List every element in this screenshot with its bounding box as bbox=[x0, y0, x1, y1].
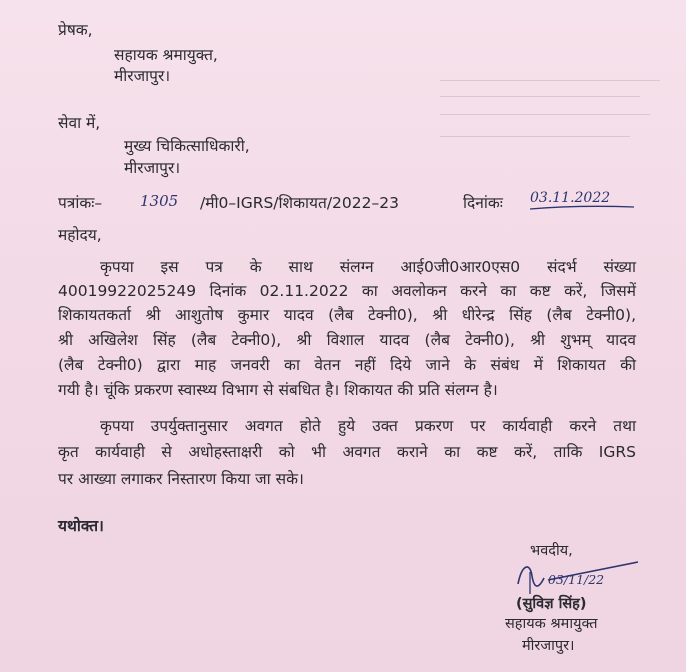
signature-closing: भवदीय, bbox=[530, 543, 573, 559]
sender-designation: सहायक श्रमायुक्त, bbox=[114, 46, 218, 64]
paragraph-1-line: कृपया इस पत्र के साथ संलग्न आई0जी0आर0एस0 संदर्भ संख्या bbox=[100, 258, 636, 276]
signatory-name: (सुविज्ञ सिंह) bbox=[516, 596, 587, 612]
date-underline-stroke bbox=[528, 204, 638, 212]
show-through-line bbox=[440, 80, 660, 81]
show-through-line bbox=[440, 136, 630, 137]
paragraph-2-line: कृपया उपर्युक्तानुसार अवगत होते हुये उक्त प्रकरण पर कार्यवाही करने तथा bbox=[100, 417, 636, 435]
recipient-place: मीरजापुर। bbox=[124, 159, 181, 177]
reference-date-label: दिनांकः bbox=[463, 194, 503, 212]
recipient-designation: मुख्य चिकित्साधिकारी, bbox=[124, 137, 250, 155]
reference-path: /मी0–IGRS/शिकायत/2022–23 bbox=[200, 194, 399, 212]
signatory-designation: सहायक श्रमायुक्त bbox=[505, 616, 598, 632]
paragraph-2-line: कृत कार्यवाही से अधोहस्ताक्षरी को भी अवगत कराने का कष्ट करें, ताकि IGRS bbox=[58, 443, 636, 461]
reference-prefix: पत्रांकः– bbox=[58, 194, 103, 212]
handwritten-date: 03.11.2022 bbox=[530, 190, 611, 206]
handwritten-reference-number: 1305 bbox=[140, 192, 179, 210]
salutation: महोदय, bbox=[58, 226, 102, 244]
signature-handwritten-date: 03/11/22 bbox=[548, 572, 605, 587]
paragraph-1-line: गयी है। चूंकि प्रकरण स्वास्थ्य विभाग से संबधित है। शिकायत की प्रति संलग्न है। bbox=[58, 381, 498, 399]
show-through-line bbox=[440, 96, 640, 97]
paragraph-1-line: शिकायतकर्ता श्री आशुतोष कुमार यादव (लैब टेक्नी0), श्री धीरेन्द्र सिंह (लैब टेक्नी0), bbox=[58, 306, 636, 324]
recipient-label: सेवा में, bbox=[58, 114, 101, 132]
sender-place: मीरजापुर। bbox=[114, 67, 171, 85]
paragraph-1-line: (लैब टेक्नी0) द्वारा माह जनवरी का वेतन नहीं दिये जाने के संबंध में शिकायत की bbox=[58, 356, 636, 374]
sender-label: प्रेषक, bbox=[58, 21, 93, 39]
paragraph-2-line: पर आख्या लगाकर निस्तारण किया जा सके। bbox=[58, 470, 304, 488]
show-through-line bbox=[440, 114, 650, 115]
enclosure-note: यथोक्त। bbox=[58, 517, 104, 535]
paragraph-1-line: 40019922025249 दिनांक 02.11.2022 का अवलोकन करने का कष्ट करें, जिसमें bbox=[58, 282, 636, 300]
paragraph-1-line: श्री अखिलेश सिंह (लैब टेक्नी0), श्री विशाल यादव (लैब टेक्नी0), श्री शुभम् यादव bbox=[58, 331, 636, 349]
signatory-place: मीरजापुर। bbox=[522, 638, 575, 654]
